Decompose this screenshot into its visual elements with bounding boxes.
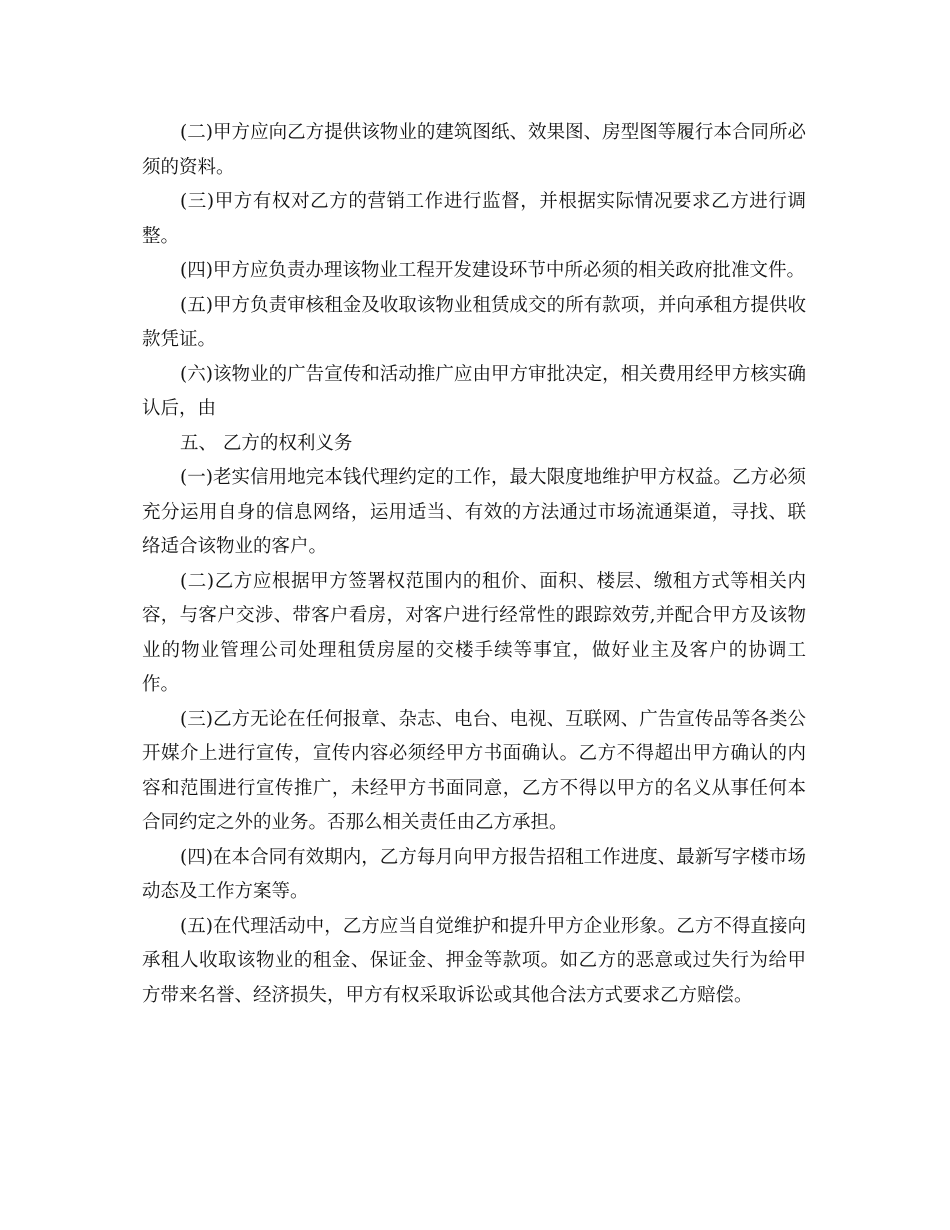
section-heading: 五、 乙方的权利义务 xyxy=(180,432,353,454)
clause-a-4: (四)甲方应负责办理该物业工程开发建设环节中所必须的相关政府批准文件。 xyxy=(180,260,805,281)
clause-b-3: (三)乙方无论在任何报章、杂志、电台、电视、互联网、广告宣传品等各类公开媒介上进行宣传，宣传内容必须经甲方书面确认。乙方不得超出甲方确认的内容和范围进行宣传推广，未经甲方书面同意，乙方不得以甲方的名义从事任何本合同约定之外的业务。否那么相关责任由乙方承担。 xyxy=(142,708,806,833)
clause-b-4: (四)在本合同有效期内，乙方每月向甲方报告招租工作进度、最新写字楼市场动态及工作方案等。 xyxy=(142,846,806,902)
clause-a-5: (五)甲方负责审核租金及收取该物业租赁成交的所有款项，并向承租方提供收款凭证。 xyxy=(142,294,806,350)
clause-b-1: (一)老实信用地完本钱代理约定的工作，最大限度地维护甲方权益。乙方必须充分运用自身的信息网络，运用适当、有效的方法通过市场流通渠道，寻找、联络适合该物业的客户。 xyxy=(142,467,806,557)
document-body xyxy=(142,116,806,1013)
clause-b-2: (二)乙方应根据甲方签署权范围内的租价、面积、楼层、缴租方式等相关内容，与客户交涉、带客户看房，对客户进行经常性的跟踪效劳,并配合甲方及该物业的物业管理公司处理租赁房屋的交楼手续等事宜，做好业主及客户的协调工作。 xyxy=(142,570,806,695)
clause-a-2: (二)甲方应向乙方提供该物业的建筑图纸、效果图、房型图等履行本合同所必须的资料。 xyxy=(142,122,806,178)
clause-a-6: (六)该物业的广告宣传和活动推广应由甲方审批决定，相关费用经甲方核实确认后，由 xyxy=(142,363,806,419)
clause-b-5: (五)在代理活动中，乙方应当自觉维护和提升甲方企业形象。乙方不得直接向承租人收取该物业的租金、保证金、押金等款项。如乙方的恶意或过失行为给甲方带来名誉、经济损失，甲方有权采取诉讼或其他合法方式要求乙方赔偿。 xyxy=(142,915,806,1006)
clause-a-3: (三)甲方有权对乙方的营销工作进行监督，并根据实际情况要求乙方进行调整。 xyxy=(142,191,806,247)
